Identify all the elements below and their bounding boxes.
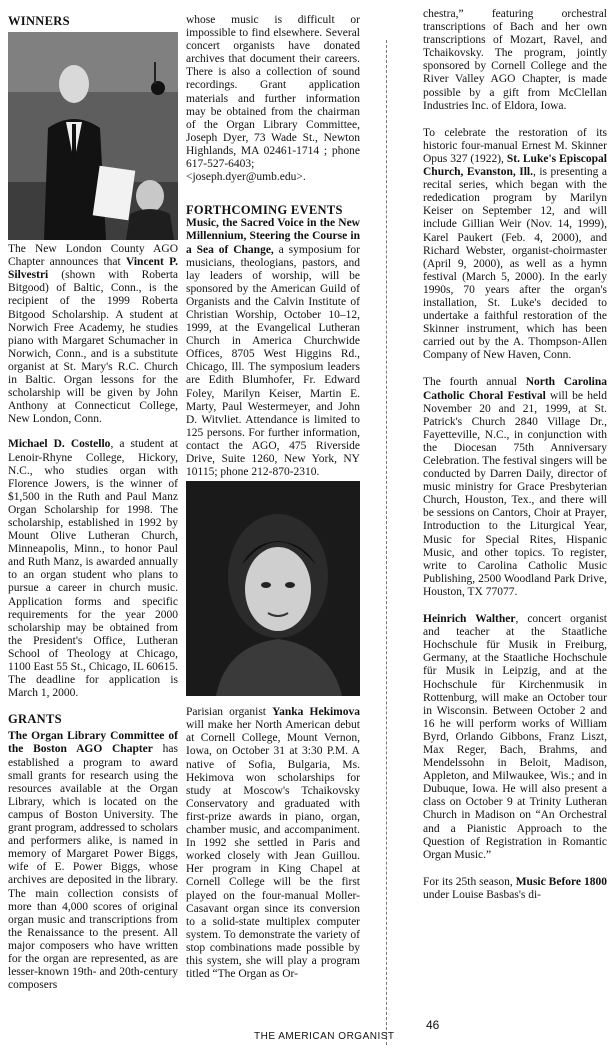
column-divider <box>386 40 387 1045</box>
music-before-1800-paragraph <box>423 876 607 902</box>
skinner-paragraph <box>423 127 607 363</box>
walther-name: Heinrich Walther <box>423 613 516 626</box>
publication-footer: THE AMERICAN ORGANIST <box>254 1031 395 1042</box>
walther-text: , concert organist and teacher at the Staatliche Hochschule für Musik in Freiburg, Germany, at the Staatliche Hochschule für Musik in Leipzig, and at the Hochschule für Kirchenmusik in Rottenburg, will make an October tour in Wisconsin. Between October 2 and 16 he will perform works of William Byrd, Orlando Gibbons, Franz Liszt, Max Reger, Bach, Brahms, and Mendelssohn in Beloit, Madison, Appleton, and Milwaukee, Wis.; and in Dubuque, Iowa. He will also present a class on October 9 at Trinity Lutheran Church in Madison on “An Orchestral and a Pianistic Approach to the Question of Registration in Romantic Organ Music.” <box>423 613 607 861</box>
choral-festival-paragraph <box>423 376 607 599</box>
choral-text-2: will be held November 20 and 21, 1999, at St. Patrick's Church 2840 Village Dr., Fayetteville, N.C., in conjunction with the Diocesan 75th Anniversary Celebration. The festival singers will be conducted by Darren Daily, director of music ministry for Grace Presbyterian Church, Houston, Tex., and there will be sessions on Cantors, Choir at Prayer, Introduction to the Liturgical Year, Music for Special Rites, Hispanic Music, and other topics. To register, write to Carolina Catholic Music Publishing, 2500 Woodland Park Drive, Houston, TX 77077. <box>423 389 607 598</box>
column-2 <box>186 14 360 981</box>
skinner-text-2: , is presenting a recital series, which began with the rededication program by Marilyn Keiser on September 12, and will include Gillian Weir (Nov. 14, 1999), Karel Paukert (Feb. 4, 2000), and Richard Webster, organist-choirmaster (April 9, 2000), as well as a hymn festival (March 5, 2000). In the early 1990s, 70 years after the organ's installation, St. Luke's decided to undertake a faithful restoration of the Skinner instrument, which has been carried out by the A. Thompson-Allen Company of New Haven, Conn. <box>423 166 607 362</box>
symposium-title: Music, the Sacred Voice in the New Millennium, Steering the Course in a Sea of Change, <box>186 217 360 256</box>
grants-heading: GRANTS <box>8 712 62 727</box>
grants-continued: whose music is difficult or impossible to find elsewhere. Several concert organists have donated archives that document their careers. There is also a collection of sound recordings. Grant application materials and further information may be obtained from the chairman of the Organ Library Committee, Joseph Dyer, 73 Wade St., Newton Highlands, MA 02461-1714 ; phone 617-527-6403; <joseph.dyer@umb.edu>. <box>186 14 360 184</box>
silvestri-paragraph <box>8 243 178 426</box>
photo-silvestri-bitgood <box>8 32 178 240</box>
choral-text-1: The fourth annual <box>423 376 526 389</box>
page-number: 46 <box>426 1018 440 1032</box>
silvestri-text-2: (shown with Roberta Bitgood) of Baltic, Conn., is the recipient of the 1999 Roberta Bitgood Scholarship. A student at Norwich Free Academy, he studies piano with Margaret Schumacher in Norwich, Conn., and is a substitute organist at St. Mary's R.C. Church in Baltic. Organ lessons for the scholarship will be given by John Anthony at Connecticut College, New London, Conn. <box>8 269 178 426</box>
winners-heading: WINNERS <box>8 14 70 28</box>
column-1 <box>8 15 178 992</box>
costello-text: , a student at Lenoir-Rhyne College, Hickory, N.C., who studies organ with Florence Jowers, is the winner of $1,500 in the Ruth and Paul Manz Organ Scholarship for 1998. The scholarship, established in 1992 by Mount Olive Lutheran Church, Minneapolis, Minn., to honor Paul and Ruth Manz, is awarded annually to an organ student who plans to pursue a career in church music. Application forms and specific requirements for the year 2000 scholarship may be obtained from the President's Office, Lutheran School of Theology at Chicago, 1100 East 55 St., Chicago, IL 60615. The deadline for application is March 1, 2000. <box>8 438 179 700</box>
column-3 <box>423 8 607 902</box>
choral-festival-name: North Carolina Catholic Choral Festival <box>423 376 607 402</box>
symposium-paragraph <box>186 217 360 479</box>
skinner-church-name: St. Luke's Episcopal Church, Evanston, Ill. <box>423 152 607 179</box>
costello-name: Michael D. Costello <box>8 438 111 451</box>
grants-paragraph <box>8 730 178 992</box>
grants-committee-name: The Organ Library Committee of the Boston AGO Chapter <box>8 730 178 756</box>
music-before-1800-name: Music Before 1800 <box>515 875 607 888</box>
silvestri-name: Vincent P. Silvestri <box>8 256 178 282</box>
walther-paragraph <box>423 613 607 862</box>
hekimova-name: Yanka Hekimova <box>272 706 360 719</box>
mb1800-text-2: under Louise Basbas's di- <box>423 888 542 901</box>
hekimova-text-2: will make her North American debut at Cornell College, Mount Vernon, Iowa, on October 31 at 3:30 P.M. A native of Sofia, Bulgaria, Ms. Hekimova won scholarships for study at Moscow's Tchaikovsky Conservatory and graduated with first-prize awards in piano, organ, chamber music, and accompaniment. In 1992 she settled in Paris and worked closely with Jean Guillou. Her program in King Chapel at Cornell College will be the first played on the four-manual Moller-Casavant organ since its conversion to a solid-state multiplex computer system. To demonstrate the variety of stop combinations made possible by this system, she will play a program titled “The Organ as Or- <box>186 719 360 981</box>
mb1800-text-1: For its 25th season, <box>423 875 516 888</box>
skinner-text-1: To celebrate the restoration of its historic four-manual Ernest M. Skinner Opus 327 (1922), <box>423 126 607 165</box>
grants-text-1: has established a program to award small grants for research using the resources available at the Organ Library, which is located on the campus of Boston University. The grant program, addressed to scholars and performers alike, is named in memory of Margaret Power Biggs, wife of E. Power Biggs, whose archives are deposited in the library. The main collection consists of more than 4,000 scores of original organ music and transcriptions from the Renaissance to the present. All major composers who have written for the organ are represented, as are lesser-known 19th- and 20th-century composers <box>8 743 178 992</box>
silvestri-text-1: The New London County AGO Chapter announces that <box>8 243 178 269</box>
costello-paragraph <box>8 438 178 700</box>
symposium-text: a symposium for musicians, theologians, pastors, and lay leaders of worship, will be sponsored by the American Guild of Organists and the Calvin Institute of Christian Worship, October 10–12, 1999, at the Evangelical Lutheran Church in America Churchwide Offices, 8705 West Higgins Rd., Chicago, Ill. The symposium leaders are Edith Blumhofer, Fr. Edward Foley, Marilyn Keiser, Martin E. Marty, Paul Westermeyer, and John D. Witvliet. Attendance is limited to 125 persons. For further information, contact the AGO, 475 Riverside Drive, Suite 1260, New York, NY 10115; phone 212-870-2310. <box>186 243 360 479</box>
events-heading: FORTHCOMING EVENTS <box>186 203 343 218</box>
photo-hekimova <box>186 481 360 696</box>
hekimova-continued: chestra,” featuring orchestral transcriptions of Bach and her own transcriptions of Mozart, Ravel, and Tchaikovsky. The program, jointly sponsored by Cornell College and the River Valley AGO Chapter, is made possible by a gift from McClellan Industries Inc. of Eldora, Iowa. <box>423 8 607 112</box>
hekimova-paragraph <box>186 706 360 981</box>
hekimova-text-1: Parisian organist <box>186 706 273 719</box>
